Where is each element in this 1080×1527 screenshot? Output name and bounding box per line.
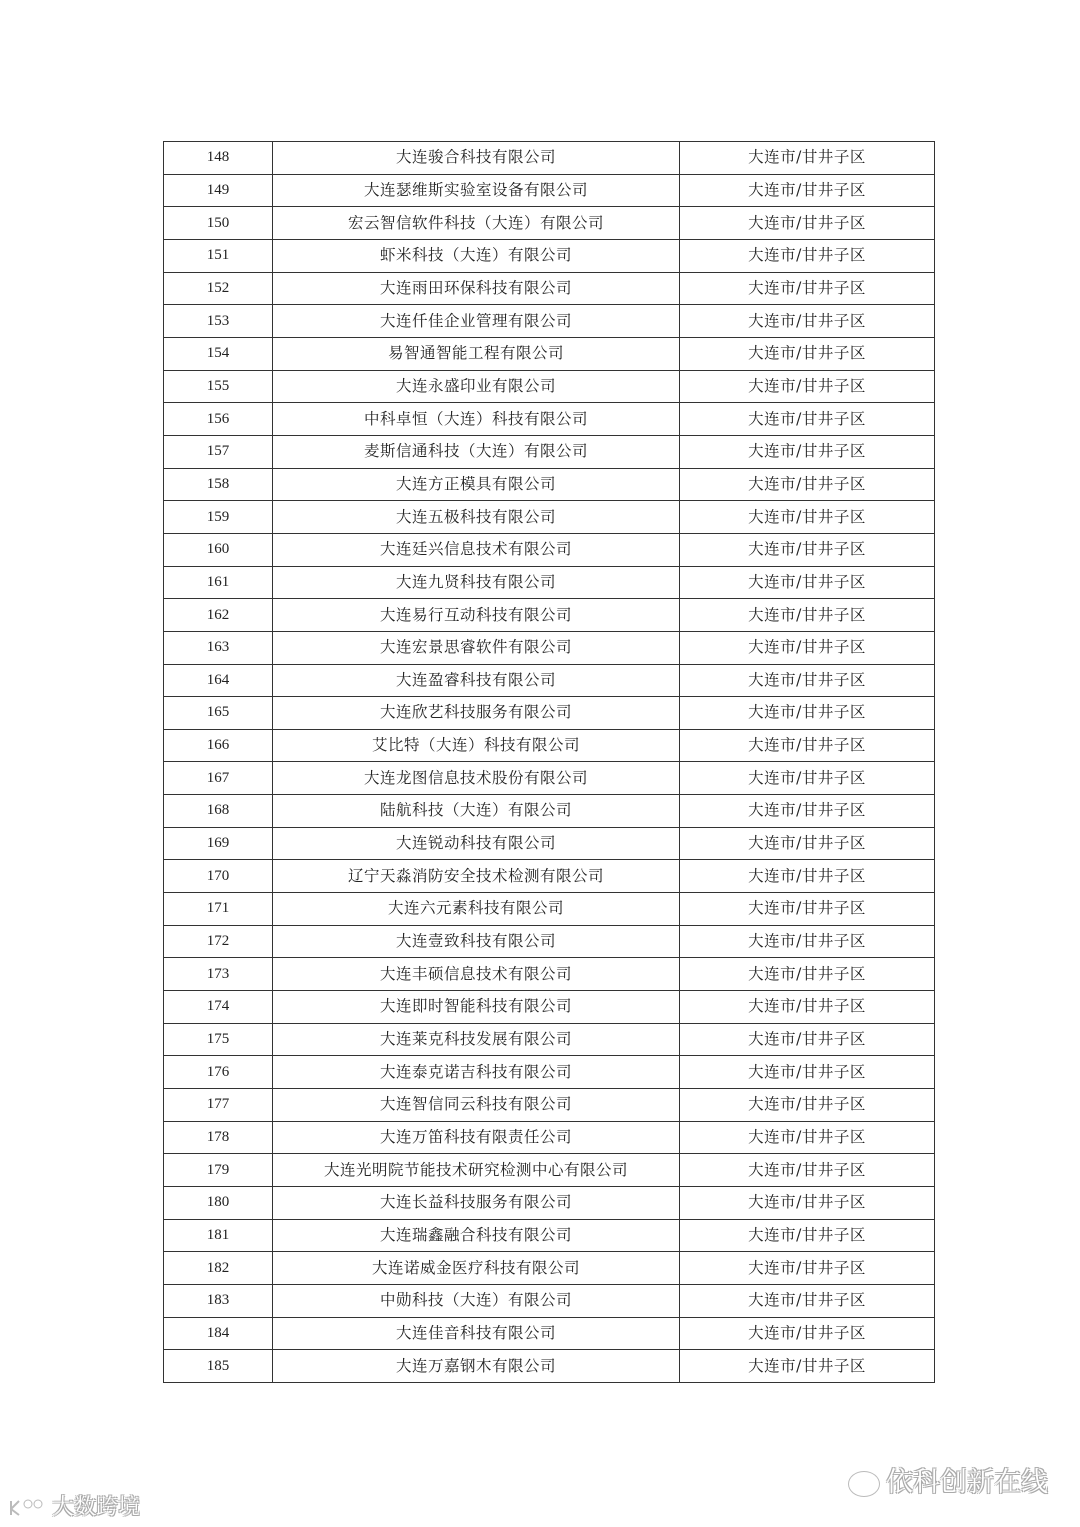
company-name-cell: 大连智信同云科技有限公司 [273,1089,680,1122]
row-number-cell: 153 [164,305,273,338]
company-name-cell: 大连仟佳企业管理有限公司 [273,305,680,338]
row-number-cell: 174 [164,991,273,1024]
region-cell: 大连市/甘井子区 [680,533,935,566]
table-row [164,1219,935,1252]
row-number-cell: 178 [164,1121,273,1154]
company-name-cell: 艾比特（大连）科技有限公司 [273,729,680,762]
company-name-cell: 麦斯信通科技（大连）有限公司 [273,435,680,468]
row-number-cell: 155 [164,370,273,403]
region-cell: 大连市/甘井子区 [680,1284,935,1317]
company-name-cell: 易智通智能工程有限公司 [273,337,680,370]
company-name-cell: 大连泰克诺吉科技有限公司 [273,1056,680,1089]
brand-watermark-text: 大数跨境 [52,1495,141,1520]
region-cell: 大连市/甘井子区 [680,435,935,468]
region-cell: 大连市/甘井子区 [680,370,935,403]
company-name-cell: 大连龙图信息技术股份有限公司 [273,762,680,795]
table-row [164,1089,935,1122]
company-name-cell: 大连莱克科技发展有限公司 [273,1023,680,1056]
table-row [164,599,935,632]
region-cell: 大连市/甘井子区 [680,599,935,632]
table-row [164,337,935,370]
table-row [164,925,935,958]
region-cell: 大连市/甘井子区 [680,1350,935,1383]
region-cell: 大连市/甘井子区 [680,468,935,501]
table-row [164,370,935,403]
region-cell: 大连市/甘井子区 [680,795,935,828]
row-number-cell: 179 [164,1154,273,1187]
region-cell: 大连市/甘井子区 [680,991,935,1024]
row-number-cell: 170 [164,860,273,893]
row-number-cell: 150 [164,207,273,240]
table-row [164,1284,935,1317]
table-row [164,827,935,860]
company-name-cell: 大连盈睿科技有限公司 [273,664,680,697]
wechat-watermark [848,1460,1048,1499]
table-row [164,664,935,697]
region-cell: 大连市/甘井子区 [680,566,935,599]
company-name-cell: 大连欣艺科技服务有限公司 [273,697,680,730]
region-cell: 大连市/甘井子区 [680,697,935,730]
row-number-cell: 148 [164,142,273,175]
table-row [164,1154,935,1187]
table-row [164,762,935,795]
table-row [164,174,935,207]
table-row [164,1350,935,1383]
company-name-cell: 大连长益科技服务有限公司 [273,1187,680,1220]
company-name-cell: 大连光明院节能技术研究检测中心有限公司 [273,1154,680,1187]
table-row [164,207,935,240]
table-row [164,566,935,599]
region-cell: 大连市/甘井子区 [680,1089,935,1122]
table-row [164,1252,935,1285]
region-cell: 大连市/甘井子区 [680,207,935,240]
table-row [164,533,935,566]
company-name-cell: 大连九贤科技有限公司 [273,566,680,599]
company-name-cell: 大连廷兴信息技术有限公司 [273,533,680,566]
row-number-cell: 165 [164,697,273,730]
region-cell: 大连市/甘井子区 [680,239,935,272]
company-name-cell: 大连万笛科技有限责任公司 [273,1121,680,1154]
company-name-cell: 大连宏景思睿软件有限公司 [273,631,680,664]
row-number-cell: 159 [164,501,273,534]
company-name-cell: 宏云智信软件科技（大连）有限公司 [273,207,680,240]
company-name-cell: 大连丰硕信息技术有限公司 [273,958,680,991]
table-row [164,468,935,501]
row-number-cell: 154 [164,337,273,370]
table-row [164,501,935,534]
row-number-cell: 166 [164,729,273,762]
company-name-cell: 中勋科技（大连）有限公司 [273,1284,680,1317]
company-table [163,141,935,1383]
wechat-watermark-text: 依科创新在线 [886,1467,1048,1498]
row-number-cell: 164 [164,664,273,697]
row-number-cell: 183 [164,1284,273,1317]
row-number-cell: 149 [164,174,273,207]
region-cell: 大连市/甘井子区 [680,1056,935,1089]
row-number-cell: 169 [164,827,273,860]
table-row [164,305,935,338]
company-name-cell: 大连雨田环保科技有限公司 [273,272,680,305]
row-number-cell: 184 [164,1317,273,1350]
company-name-cell: 大连瑞鑫融合科技有限公司 [273,1219,680,1252]
row-number-cell: 171 [164,893,273,926]
table-row [164,403,935,436]
region-cell: 大连市/甘井子区 [680,860,935,893]
row-number-cell: 172 [164,925,273,958]
row-number-cell: 180 [164,1187,273,1220]
region-cell: 大连市/甘井子区 [680,893,935,926]
row-number-cell: 151 [164,239,273,272]
company-name-cell: 大连壹致科技有限公司 [273,925,680,958]
company-name-cell: 大连即时智能科技有限公司 [273,991,680,1024]
table-row [164,1187,935,1220]
row-number-cell: 156 [164,403,273,436]
company-name-cell: 大连万嘉钢木有限公司 [273,1350,680,1383]
brand-watermark [8,1490,140,1521]
region-cell: 大连市/甘井子区 [680,305,935,338]
row-number-cell: 175 [164,1023,273,1056]
row-number-cell: 157 [164,435,273,468]
region-cell: 大连市/甘井子区 [680,403,935,436]
region-cell: 大连市/甘井子区 [680,1219,935,1252]
table-row [164,239,935,272]
region-cell: 大连市/甘井子区 [680,337,935,370]
company-name-cell: 大连六元素科技有限公司 [273,893,680,926]
region-cell: 大连市/甘井子区 [680,174,935,207]
company-name-cell: 大连瑟维斯实验室设备有限公司 [273,174,680,207]
company-table-body [164,142,935,1383]
region-cell: 大连市/甘井子区 [680,1187,935,1220]
table-row [164,272,935,305]
table-row [164,893,935,926]
company-name-cell: 虾米科技（大连）有限公司 [273,239,680,272]
table-row [164,991,935,1024]
region-cell: 大连市/甘井子区 [680,1317,935,1350]
row-number-cell: 162 [164,599,273,632]
table-row [164,795,935,828]
row-number-cell: 182 [164,1252,273,1285]
company-name-cell: 大连佳音科技有限公司 [273,1317,680,1350]
company-name-cell: 大连方正模具有限公司 [273,468,680,501]
table-row [164,1056,935,1089]
region-cell: 大连市/甘井子区 [680,1154,935,1187]
company-name-cell: 中科卓恒（大连）科技有限公司 [273,403,680,436]
company-name-cell: 陆航科技（大连）有限公司 [273,795,680,828]
row-number-cell: 160 [164,533,273,566]
company-name-cell: 大连诺威金医疗科技有限公司 [273,1252,680,1285]
table-row [164,142,935,175]
row-number-cell: 163 [164,631,273,664]
region-cell: 大连市/甘井子区 [680,272,935,305]
company-name-cell: 大连易行互动科技有限公司 [273,599,680,632]
region-cell: 大连市/甘井子区 [680,729,935,762]
table-row [164,1121,935,1154]
region-cell: 大连市/甘井子区 [680,1121,935,1154]
region-cell: 大连市/甘井子区 [680,925,935,958]
company-name-cell: 大连永盛印业有限公司 [273,370,680,403]
region-cell: 大连市/甘井子区 [680,142,935,175]
region-cell: 大连市/甘井子区 [680,1252,935,1285]
table-row [164,958,935,991]
table-row [164,631,935,664]
wechat-icon [848,1471,880,1497]
table-row [164,729,935,762]
row-number-cell: 168 [164,795,273,828]
row-number-cell: 176 [164,1056,273,1089]
company-name-cell: 辽宁天淼消防安全技术检测有限公司 [273,860,680,893]
table-row [164,697,935,730]
row-number-cell: 173 [164,958,273,991]
brand-logo-icon [8,1497,46,1519]
company-name-cell: 大连五极科技有限公司 [273,501,680,534]
row-number-cell: 177 [164,1089,273,1122]
table-row [164,860,935,893]
region-cell: 大连市/甘井子区 [680,631,935,664]
company-name-cell: 大连锐动科技有限公司 [273,827,680,860]
table-row [164,1317,935,1350]
row-number-cell: 167 [164,762,273,795]
region-cell: 大连市/甘井子区 [680,958,935,991]
row-number-cell: 181 [164,1219,273,1252]
row-number-cell: 152 [164,272,273,305]
row-number-cell: 161 [164,566,273,599]
region-cell: 大连市/甘井子区 [680,664,935,697]
company-name-cell: 大连骏合科技有限公司 [273,142,680,175]
region-cell: 大连市/甘井子区 [680,827,935,860]
row-number-cell: 158 [164,468,273,501]
table-row [164,435,935,468]
table-row [164,1023,935,1056]
region-cell: 大连市/甘井子区 [680,1023,935,1056]
region-cell: 大连市/甘井子区 [680,762,935,795]
row-number-cell: 185 [164,1350,273,1383]
region-cell: 大连市/甘井子区 [680,501,935,534]
